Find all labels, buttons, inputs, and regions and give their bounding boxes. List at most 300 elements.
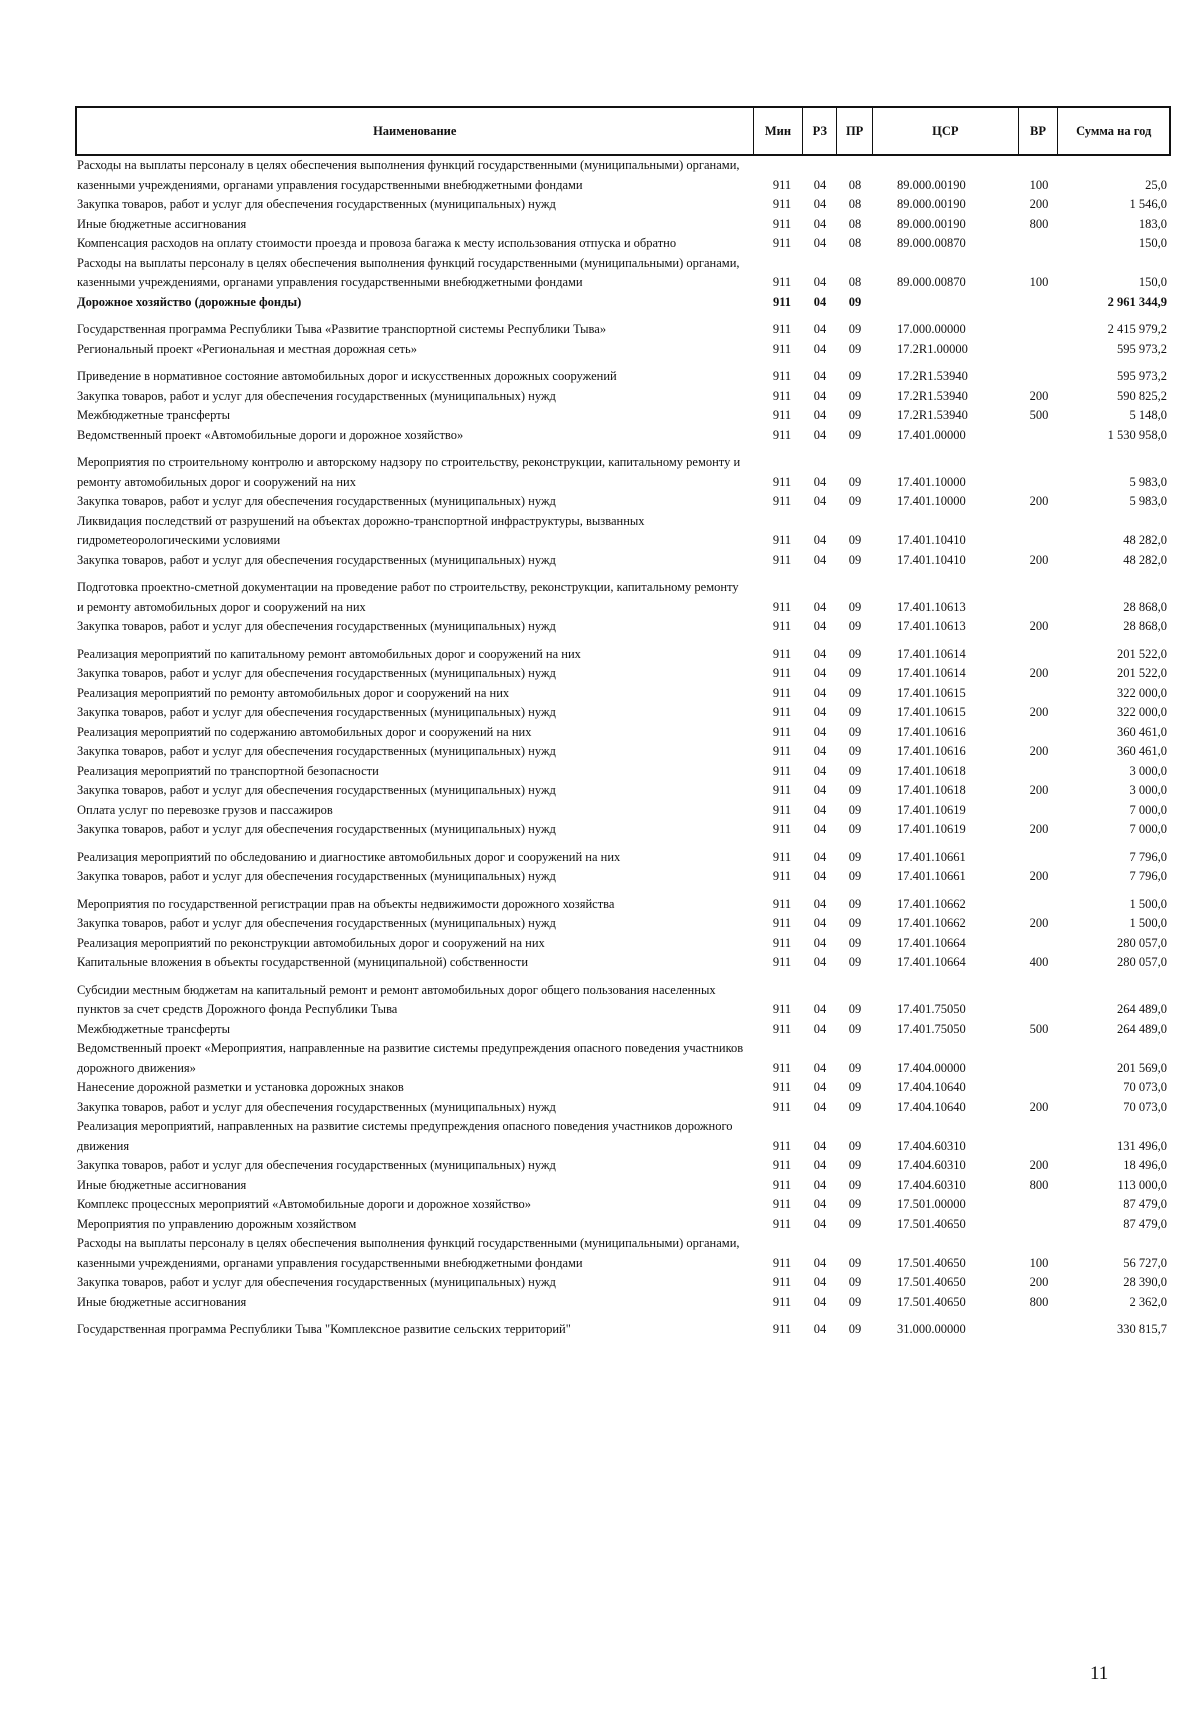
cell-pr: 09 bbox=[848, 1177, 862, 1192]
table-row bbox=[75, 426, 1171, 446]
cell-rz: 04 bbox=[813, 1158, 827, 1172]
cell-name: Дорожное хозяйство (дорожные фонды) bbox=[77, 294, 302, 309]
table-row bbox=[75, 867, 1171, 887]
cell-min: 911 bbox=[772, 763, 792, 778]
cell-csr: 17.401.10613 bbox=[897, 619, 966, 633]
cell-rz: 04 bbox=[813, 427, 827, 442]
cell-csr: 17.401.10614 bbox=[897, 666, 966, 680]
cell-name: Государственная программа Республики Тыва "Комплексное развитие сельских территорий" bbox=[77, 1322, 571, 1336]
cell-pr: 09 bbox=[848, 369, 862, 383]
cell-pr: 09 bbox=[848, 744, 862, 758]
cell-min: 911 bbox=[772, 341, 792, 356]
cell-min: 911 bbox=[772, 619, 792, 633]
table-row bbox=[75, 570, 1171, 617]
table-header bbox=[75, 106, 1171, 156]
cell-vr: 400 bbox=[1029, 955, 1049, 969]
cell-sum: 150,0 bbox=[1138, 236, 1167, 250]
table-row bbox=[75, 1156, 1171, 1176]
table-row bbox=[75, 195, 1171, 215]
cell-rz: 04 bbox=[813, 275, 827, 289]
cell-pr: 09 bbox=[848, 783, 862, 797]
cell-csr: 17.000.00000 bbox=[897, 322, 966, 336]
cell-rz: 04 bbox=[813, 1216, 827, 1231]
budget-table bbox=[75, 106, 1171, 1340]
cell-rz: 04 bbox=[813, 1255, 827, 1270]
cell-min: 911 bbox=[772, 685, 792, 700]
cell-pr: 09 bbox=[848, 896, 862, 911]
cell-csr: 17.404.60310 bbox=[897, 1138, 966, 1153]
cell-vr: 100 bbox=[1029, 177, 1049, 192]
cell-min: 911 bbox=[772, 802, 792, 817]
cell-rz: 04 bbox=[813, 369, 827, 383]
cell-sum: 87 479,0 bbox=[1123, 1197, 1167, 1211]
cell-min: 911 bbox=[772, 1002, 792, 1016]
header-csr: ЦСР bbox=[872, 108, 1017, 154]
cell-csr: 17.501.40650 bbox=[897, 1294, 966, 1309]
cell-sum: 264 489,0 bbox=[1117, 1002, 1167, 1016]
cell-sum: 7 000,0 bbox=[1129, 822, 1167, 836]
cell-sum: 7 796,0 bbox=[1129, 849, 1167, 864]
cell-min: 911 bbox=[772, 1138, 792, 1153]
cell-sum: 2 415 979,2 bbox=[1107, 322, 1167, 336]
table-row bbox=[75, 1098, 1171, 1118]
cell-sum: 56 727,0 bbox=[1123, 1255, 1167, 1270]
cell-name: Иные бюджетные ассигнования bbox=[77, 1294, 247, 1309]
cell-rz: 04 bbox=[813, 935, 827, 950]
cell-csr: 17.401.10410 bbox=[897, 533, 966, 547]
cell-csr: 17.2R1.00000 bbox=[897, 341, 968, 356]
cell-csr: 17.401.75050 bbox=[897, 1002, 966, 1016]
cell-sum: 183,0 bbox=[1138, 216, 1167, 231]
table-row bbox=[75, 914, 1171, 934]
header-min: Мин bbox=[753, 108, 803, 154]
cell-pr: 09 bbox=[848, 1060, 862, 1075]
cell-rz: 04 bbox=[813, 552, 827, 567]
cell-pr: 09 bbox=[848, 685, 862, 700]
cell-name: Государственная программа Республики Тыва «Развитие транспортной системы Республики Тыва» bbox=[77, 322, 607, 336]
cell-sum: 322 000,0 bbox=[1117, 685, 1167, 700]
cell-min: 911 bbox=[772, 1322, 792, 1336]
cell-rz: 04 bbox=[813, 341, 827, 356]
table-row bbox=[75, 156, 1171, 195]
cell-rz: 04 bbox=[813, 1021, 827, 1036]
cell-rz: 04 bbox=[813, 1275, 827, 1289]
cell-csr: 17.401.10664 bbox=[897, 955, 966, 969]
cell-sum: 5 983,0 bbox=[1129, 474, 1167, 489]
cell-rz: 04 bbox=[813, 1177, 827, 1192]
cell-pr: 09 bbox=[848, 1138, 862, 1153]
cell-min: 911 bbox=[772, 1255, 792, 1270]
cell-vr: 800 bbox=[1029, 1294, 1049, 1309]
cell-min: 911 bbox=[772, 783, 792, 797]
cell-min: 911 bbox=[772, 216, 792, 231]
cell-pr: 09 bbox=[848, 1080, 862, 1094]
cell-name: Реализация мероприятий по обследованию и диагностике автомобильных дорог и сооружений на них bbox=[77, 849, 621, 864]
table-row bbox=[75, 1312, 1171, 1340]
table-row bbox=[75, 512, 1171, 551]
cell-min: 911 bbox=[772, 388, 792, 403]
cell-min: 911 bbox=[772, 1021, 792, 1036]
table-row bbox=[75, 1039, 1171, 1078]
cell-sum: 595 973,2 bbox=[1117, 369, 1167, 383]
cell-rz: 04 bbox=[813, 494, 827, 508]
cell-csr: 17.401.10000 bbox=[897, 494, 966, 508]
cell-pr: 09 bbox=[848, 494, 862, 508]
cell-pr: 09 bbox=[848, 646, 862, 661]
cell-vr: 200 bbox=[1029, 1158, 1049, 1172]
table-row bbox=[75, 1234, 1171, 1273]
cell-csr: 17.404.10640 bbox=[897, 1099, 966, 1114]
cell-name: Комплекс процессных мероприятий «Автомобильные дороги и дорожное хозяйство» bbox=[77, 1197, 532, 1211]
cell-min: 911 bbox=[772, 935, 792, 950]
cell-csr: 17.401.10664 bbox=[897, 935, 966, 950]
cell-pr: 09 bbox=[848, 599, 862, 614]
cell-csr: 17.501.40650 bbox=[897, 1275, 966, 1289]
table-body bbox=[75, 156, 1171, 1340]
cell-sum: 201 522,0 bbox=[1117, 646, 1167, 661]
table-row bbox=[75, 215, 1171, 235]
cell-min: 911 bbox=[772, 705, 792, 719]
cell-pr: 08 bbox=[848, 216, 862, 231]
cell-name: Расходы на выплаты персоналу в целях обеспечения выполнения функций государственными (муниципальными) органами, казенными учреждениями, органами управления государственными внебюджетными фондами bbox=[77, 158, 740, 192]
cell-sum: 1 500,0 bbox=[1129, 916, 1167, 930]
table-row bbox=[75, 742, 1171, 762]
header-rz: РЗ bbox=[802, 108, 836, 154]
cell-sum: 1 530 958,0 bbox=[1107, 427, 1167, 442]
cell-rz: 04 bbox=[813, 724, 827, 739]
cell-vr: 200 bbox=[1029, 869, 1049, 883]
cell-name: Закупка товаров, работ и услуг для обеспечения государственных (муниципальных) нужд bbox=[77, 1158, 556, 1172]
cell-min: 911 bbox=[772, 408, 792, 422]
cell-vr: 200 bbox=[1029, 494, 1049, 508]
cell-sum: 28 390,0 bbox=[1123, 1275, 1167, 1289]
table-row bbox=[75, 1078, 1171, 1098]
cell-csr: 17.501.40650 bbox=[897, 1255, 966, 1270]
cell-rz: 04 bbox=[813, 849, 827, 864]
cell-name: Субсидии местным бюджетам на капитальный ремонт и ремонт автомобильных дорог общего пользования населенных пунктов за счет средств Дорожного фонда Республики Тыва bbox=[77, 982, 716, 1016]
cell-sum: 48 282,0 bbox=[1123, 533, 1167, 547]
cell-sum: 3 000,0 bbox=[1129, 783, 1167, 797]
cell-name: Закупка товаров, работ и услуг для обеспечения государственных (муниципальных) нужд bbox=[77, 1099, 556, 1114]
table-row bbox=[75, 387, 1171, 407]
table-row bbox=[75, 684, 1171, 704]
cell-csr: 17.401.75050 bbox=[897, 1021, 966, 1036]
cell-vr: 200 bbox=[1029, 197, 1049, 211]
cell-sum: 1 500,0 bbox=[1129, 896, 1167, 911]
cell-sum: 28 868,0 bbox=[1123, 599, 1167, 614]
cell-csr: 17.401.10410 bbox=[897, 552, 966, 567]
cell-csr: 17.401.10615 bbox=[897, 685, 966, 700]
cell-rz: 04 bbox=[813, 236, 827, 250]
cell-pr: 09 bbox=[848, 1255, 862, 1270]
cell-name: Реализация мероприятий по транспортной безопасности bbox=[77, 763, 379, 778]
table-row bbox=[75, 617, 1171, 637]
table-row bbox=[75, 840, 1171, 868]
table-row bbox=[75, 1273, 1171, 1293]
table-row bbox=[75, 723, 1171, 743]
table-row bbox=[75, 1176, 1171, 1196]
cell-name: Закупка товаров, работ и услуг для обеспечения государственных (муниципальных) нужд bbox=[77, 869, 556, 883]
table-row bbox=[75, 406, 1171, 426]
cell-rz: 04 bbox=[813, 916, 827, 930]
table-row bbox=[75, 1195, 1171, 1215]
cell-pr: 09 bbox=[848, 408, 862, 422]
cell-name: Закупка товаров, работ и услуг для обеспечения государственных (муниципальных) нужд bbox=[77, 552, 556, 567]
cell-csr: 17.501.00000 bbox=[897, 1197, 966, 1211]
cell-csr: 17.401.10000 bbox=[897, 474, 966, 489]
cell-name: Закупка товаров, работ и услуг для обеспечения государственных (муниципальных) нужд bbox=[77, 744, 556, 758]
cell-pr: 09 bbox=[848, 474, 862, 489]
cell-vr: 200 bbox=[1029, 822, 1049, 836]
cell-vr: 200 bbox=[1029, 388, 1049, 403]
cell-name: Реализация мероприятий по реконструкции автомобильных дорог и сооружений на них bbox=[77, 935, 545, 950]
cell-pr: 09 bbox=[848, 341, 862, 356]
cell-csr: 17.401.10613 bbox=[897, 599, 966, 614]
cell-min: 911 bbox=[772, 724, 792, 739]
cell-pr: 09 bbox=[848, 955, 862, 969]
cell-name: Региональный проект «Региональная и местная дорожная сеть» bbox=[77, 341, 417, 356]
cell-sum: 1 546,0 bbox=[1129, 197, 1167, 211]
cell-vr: 200 bbox=[1029, 552, 1049, 567]
cell-vr: 800 bbox=[1029, 1177, 1049, 1192]
cell-name: Иные бюджетные ассигнования bbox=[77, 1177, 247, 1192]
cell-pr: 09 bbox=[848, 763, 862, 778]
cell-min: 911 bbox=[772, 369, 792, 383]
cell-sum: 2 362,0 bbox=[1129, 1294, 1167, 1309]
table-row bbox=[75, 973, 1171, 1020]
table-row bbox=[75, 234, 1171, 254]
cell-min: 911 bbox=[772, 552, 792, 567]
cell-vr: 500 bbox=[1029, 408, 1049, 422]
cell-sum: 360 461,0 bbox=[1117, 724, 1167, 739]
table-row bbox=[75, 664, 1171, 684]
cell-pr: 09 bbox=[848, 916, 862, 930]
cell-name: Реализация мероприятий, направленных на развитие системы предупреждения опасного поведения участников дорожного движения bbox=[77, 1119, 733, 1153]
cell-rz: 04 bbox=[813, 666, 827, 680]
cell-pr: 09 bbox=[848, 822, 862, 836]
table-row bbox=[75, 1293, 1171, 1313]
cell-min: 911 bbox=[772, 646, 792, 661]
cell-csr: 17.2R1.53940 bbox=[897, 388, 968, 403]
cell-csr: 17.401.10662 bbox=[897, 916, 966, 930]
header-pr: ПР bbox=[836, 108, 872, 154]
cell-name: Компенсация расходов на оплату стоимости проезда и провоза багажа к месту использования отпуска и обратно bbox=[77, 236, 677, 250]
cell-name: Мероприятия по строительному контролю и авторскому надзору по строительству, реконструкции, капитальному ремонту и ремонту автомобильных дорог и сооружений на них bbox=[77, 455, 741, 489]
cell-rz: 04 bbox=[813, 744, 827, 758]
table-row bbox=[75, 1117, 1171, 1156]
cell-min: 911 bbox=[772, 849, 792, 864]
cell-name: Реализация мероприятий по капитальному ремонт автомобильных дорог и сооружений на них bbox=[77, 646, 581, 661]
cell-vr: 200 bbox=[1029, 916, 1049, 930]
cell-min: 911 bbox=[772, 955, 792, 969]
cell-sum: 322 000,0 bbox=[1117, 705, 1167, 719]
cell-sum: 360 461,0 bbox=[1117, 744, 1167, 758]
table-row bbox=[75, 762, 1171, 782]
cell-pr: 09 bbox=[848, 1275, 862, 1289]
cell-name: Расходы на выплаты персоналу в целях обеспечения выполнения функций государственными (муниципальными) органами, казенными учреждениями, органами управления государственными внебюджетными фондами bbox=[77, 1236, 740, 1270]
cell-rz: 04 bbox=[813, 599, 827, 614]
cell-rz: 04 bbox=[813, 1099, 827, 1114]
cell-sum: 25,0 bbox=[1145, 177, 1167, 192]
cell-name: Межбюджетные трансферты bbox=[77, 1021, 231, 1036]
cell-csr: 17.401.00000 bbox=[897, 427, 966, 442]
table-row bbox=[75, 293, 1171, 313]
cell-rz: 04 bbox=[813, 685, 827, 700]
table-row bbox=[75, 445, 1171, 492]
table-row bbox=[75, 703, 1171, 723]
cell-sum: 201 522,0 bbox=[1117, 666, 1167, 680]
cell-pr: 09 bbox=[848, 322, 862, 336]
cell-vr: 100 bbox=[1029, 1255, 1049, 1270]
cell-min: 911 bbox=[772, 1060, 792, 1075]
cell-csr: 17.401.10662 bbox=[897, 896, 966, 911]
cell-rz: 04 bbox=[813, 822, 827, 836]
cell-csr: 17.401.10661 bbox=[897, 869, 966, 883]
cell-rz: 04 bbox=[813, 408, 827, 422]
cell-vr: 500 bbox=[1029, 1021, 1049, 1036]
cell-vr: 800 bbox=[1029, 216, 1049, 231]
cell-min: 911 bbox=[772, 896, 792, 911]
cell-sum: 264 489,0 bbox=[1117, 1021, 1167, 1036]
cell-rz: 04 bbox=[813, 1197, 827, 1211]
table-row bbox=[75, 254, 1171, 293]
cell-pr: 08 bbox=[848, 197, 862, 211]
cell-pr: 08 bbox=[848, 177, 862, 192]
cell-min: 911 bbox=[772, 1197, 792, 1211]
cell-min: 911 bbox=[772, 177, 792, 192]
cell-name: Приведение в нормативное состояние автомобильных дорог и искусственных дорожных сооружений bbox=[77, 369, 617, 383]
cell-min: 911 bbox=[772, 236, 792, 250]
cell-vr: 200 bbox=[1029, 1275, 1049, 1289]
cell-rz: 04 bbox=[813, 388, 827, 403]
cell-pr: 09 bbox=[848, 388, 862, 403]
cell-vr: 200 bbox=[1029, 783, 1049, 797]
cell-name: Закупка товаров, работ и услуг для обеспечения государственных (муниципальных) нужд bbox=[77, 666, 556, 680]
cell-vr: 200 bbox=[1029, 744, 1049, 758]
cell-name: Реализация мероприятий по ремонту автомобильных дорог и сооружений на них bbox=[77, 685, 510, 700]
header-sum: Сумма на год bbox=[1057, 108, 1169, 154]
cell-csr: 17.501.40650 bbox=[897, 1216, 966, 1231]
cell-rz: 04 bbox=[813, 1294, 827, 1309]
cell-vr: 200 bbox=[1029, 1099, 1049, 1114]
cell-csr: 89.000.00190 bbox=[897, 177, 966, 192]
cell-pr: 09 bbox=[848, 1158, 862, 1172]
cell-sum: 3 000,0 bbox=[1129, 763, 1167, 778]
cell-min: 911 bbox=[772, 744, 792, 758]
table-row bbox=[75, 312, 1171, 340]
cell-csr: 17.2R1.53940 bbox=[897, 408, 968, 422]
cell-rz: 04 bbox=[813, 1080, 827, 1094]
cell-pr: 09 bbox=[848, 724, 862, 739]
cell-sum: 330 815,7 bbox=[1117, 1322, 1167, 1336]
cell-sum: 5 148,0 bbox=[1129, 408, 1167, 422]
cell-name: Капитальные вложения в объекты государственной (муниципальной) собственности bbox=[77, 955, 529, 969]
cell-vr: 100 bbox=[1029, 275, 1049, 289]
cell-csr: 89.000.00870 bbox=[897, 275, 966, 289]
cell-min: 911 bbox=[772, 1158, 792, 1172]
table-row bbox=[75, 801, 1171, 821]
cell-csr: 89.000.00190 bbox=[897, 197, 966, 211]
cell-name: Закупка товаров, работ и услуг для обеспечения государственных (муниципальных) нужд bbox=[77, 783, 556, 797]
cell-csr: 17.2R1.53940 bbox=[897, 369, 968, 383]
cell-sum: 7 796,0 bbox=[1129, 869, 1167, 883]
cell-sum: 87 479,0 bbox=[1123, 1216, 1167, 1231]
cell-rz: 04 bbox=[813, 177, 827, 192]
cell-sum: 280 057,0 bbox=[1117, 955, 1167, 969]
cell-pr: 09 bbox=[848, 705, 862, 719]
table-row bbox=[75, 637, 1171, 665]
cell-rz: 04 bbox=[813, 869, 827, 883]
cell-rz: 04 bbox=[813, 802, 827, 817]
cell-name: Закупка товаров, работ и услуг для обеспечения государственных (муниципальных) нужд bbox=[77, 916, 556, 930]
cell-sum: 595 973,2 bbox=[1117, 341, 1167, 356]
cell-min: 911 bbox=[772, 869, 792, 883]
cell-sum: 7 000,0 bbox=[1129, 802, 1167, 817]
header-name: Наименование bbox=[373, 123, 457, 138]
cell-sum: 150,0 bbox=[1138, 275, 1167, 289]
cell-min: 911 bbox=[772, 599, 792, 614]
cell-name: Оплата услуг по перевозке грузов и пассажиров bbox=[77, 802, 333, 817]
cell-csr: 17.401.10619 bbox=[897, 822, 966, 836]
cell-pr: 09 bbox=[848, 1099, 862, 1114]
cell-name: Закупка товаров, работ и услуг для обеспечения государственных (муниципальных) нужд bbox=[77, 388, 556, 403]
cell-sum: 18 496,0 bbox=[1123, 1158, 1167, 1172]
cell-sum: 70 073,0 bbox=[1123, 1099, 1167, 1114]
table-row bbox=[75, 953, 1171, 973]
cell-rz: 04 bbox=[813, 646, 827, 661]
cell-rz: 04 bbox=[813, 294, 827, 309]
table-row bbox=[75, 551, 1171, 571]
cell-sum: 590 825,2 bbox=[1117, 388, 1167, 403]
cell-pr: 09 bbox=[848, 666, 862, 680]
table-row bbox=[75, 934, 1171, 954]
cell-rz: 04 bbox=[813, 619, 827, 633]
cell-sum: 113 000,0 bbox=[1117, 1177, 1167, 1192]
cell-min: 911 bbox=[772, 1099, 792, 1114]
cell-min: 911 bbox=[772, 427, 792, 442]
cell-rz: 04 bbox=[813, 896, 827, 911]
table-row bbox=[75, 1020, 1171, 1040]
cell-min: 911 bbox=[772, 1177, 792, 1192]
cell-pr: 09 bbox=[848, 869, 862, 883]
cell-csr: 17.401.10661 bbox=[897, 849, 966, 864]
cell-name: Иные бюджетные ассигнования bbox=[77, 216, 247, 231]
cell-name: Закупка товаров, работ и услуг для обеспечения государственных (муниципальных) нужд bbox=[77, 494, 556, 508]
cell-min: 911 bbox=[772, 916, 792, 930]
cell-sum: 28 868,0 bbox=[1123, 619, 1167, 633]
cell-csr: 17.401.10618 bbox=[897, 763, 966, 778]
cell-min: 911 bbox=[772, 322, 792, 336]
cell-pr: 09 bbox=[848, 849, 862, 864]
cell-name: Нанесение дорожной разметки и установка дорожных знаков bbox=[77, 1080, 404, 1094]
cell-rz: 04 bbox=[813, 955, 827, 969]
cell-min: 911 bbox=[772, 275, 792, 289]
cell-min: 911 bbox=[772, 822, 792, 836]
cell-vr: 200 bbox=[1029, 705, 1049, 719]
cell-rz: 04 bbox=[813, 216, 827, 231]
cell-min: 911 bbox=[772, 294, 792, 309]
cell-vr: 200 bbox=[1029, 666, 1049, 680]
cell-rz: 04 bbox=[813, 763, 827, 778]
cell-name: Закупка товаров, работ и услуг для обеспечения государственных (муниципальных) нужд bbox=[77, 619, 556, 633]
cell-sum: 131 496,0 bbox=[1117, 1138, 1167, 1153]
cell-pr: 09 bbox=[848, 935, 862, 950]
cell-name: Расходы на выплаты персоналу в целях обеспечения выполнения функций государственными (муниципальными) органами, казенными учреждениями, органами управления государственными внебюджетными фондами bbox=[77, 255, 740, 289]
table-row bbox=[75, 887, 1171, 915]
cell-name: Мероприятия по управлению дорожным хозяйством bbox=[77, 1216, 357, 1231]
cell-pr: 09 bbox=[848, 1021, 862, 1036]
cell-pr: 09 bbox=[848, 294, 862, 309]
